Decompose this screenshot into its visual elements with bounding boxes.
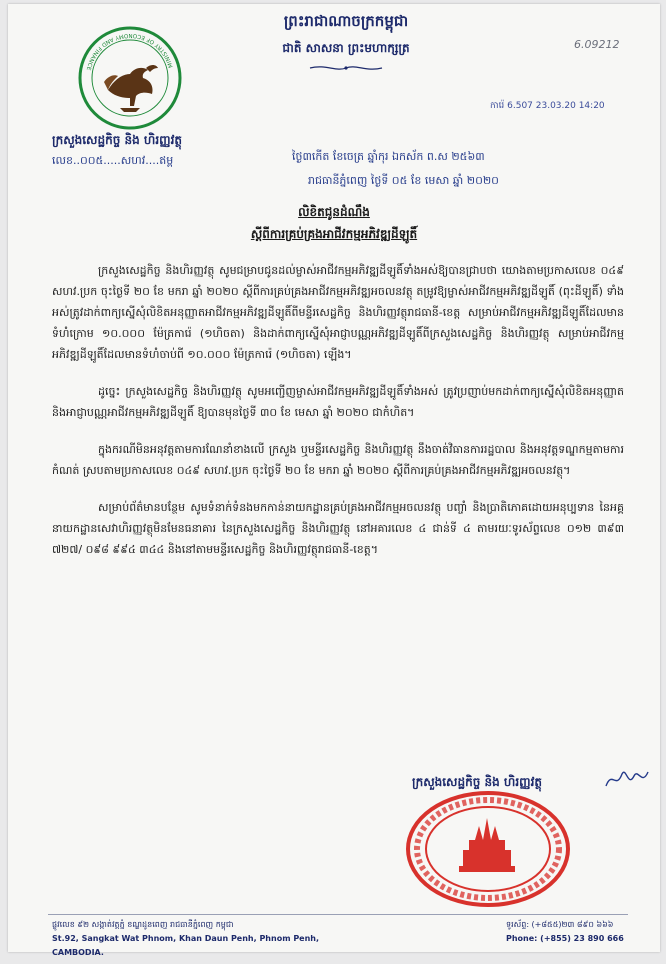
ministry-emblem-logo	[64, 22, 196, 134]
solar-date: រាជធានីភ្នំពេញ ថ្ងៃទី ០៥ ខែ មេសា ឆ្នាំ ២០២០	[308, 174, 499, 187]
letter-body	[52, 260, 624, 576]
national-motto: ជាតិ សាសនា ព្រះមហាក្សត្រ	[282, 41, 410, 55]
footer-divider	[48, 914, 628, 915]
handwritten-signature	[604, 764, 654, 794]
kingdom-header	[236, 12, 456, 77]
footer-address	[52, 918, 342, 960]
handwritten-code: 6.09212	[574, 38, 620, 51]
address-english: St.92, Sangkat Wat Phnom, Khan Daun Penh, Phnom Penh, CAMBODIA.	[52, 934, 320, 957]
letter-page	[8, 4, 660, 957]
official-seal-stamp	[403, 788, 573, 910]
ministry-name: ក្រសួងសេដ្ឋកិច្ច និង ហិរញ្ញវត្ថុ	[52, 133, 182, 147]
receipt-stamp: ការ៉េ 6.507 23.03.20 14:20	[490, 101, 605, 111]
body-paragraph: ដូច្នេះ ក្រសួងសេដ្ឋកិច្ច និងហិរញ្ញវត្ថុ សូមអញ្ជើញម្ចាស់អាជីវកម្មអភិវឌ្ឍដីឡូតិ៍ទាំងអស់ ត្រូវប្រញាប់មកដាក់ពាក្យស្នើសុំលិខិតអនុញ្ញាត និងអាជ្ញាបណ្ណអាជីវកម្មអភិវឌ្ឍដីឡូតិ៍ ឱ្យបានមុនថ្ងៃទី ៣០ ខែ មេសា ឆ្នាំ ២០២០ ជាកំហិត។	[52, 385, 624, 419]
lunar-date: ថ្ងៃ៣កើត ខែចេត្រ ឆ្នាំកុរ ឯកស័ក ព.ស ២៥៦៣	[292, 150, 485, 163]
reference-number: លេខ..០០៥.....សហវ....ឥម្ព	[52, 154, 174, 167]
ornament-divider-icon	[306, 63, 386, 73]
phone-khmer: ទូរស័ព្ទ: (+៨៥៥)២៣ ៨៩០ ៦៦៦	[506, 920, 614, 929]
subject-heading: ស្តីពីការគ្រប់គ្រងអាជីវកម្មអភិវឌ្ឍដីឡូតិ៍	[250, 227, 418, 241]
signatory-ministry: ក្រសួងសេដ្ឋកិច្ច និង ហិរញ្ញវត្ថុ	[412, 775, 542, 789]
document-type-heading: លិខិតជូនដំណឹង	[298, 205, 370, 219]
phone-english: Phone: (+855) 23 890 666	[506, 934, 624, 943]
address-khmer: ផ្លូវលេខ ៩២ សង្កាត់វត្តភ្នំ ខណ្ឌដូនពេញ រាជធានីភ្នំពេញ កម្ពុជា	[52, 920, 234, 929]
body-paragraph: ក្នុងករណីមិនអនុវត្តតាមការណែនាំខាងលើ ក្រសួង ឬមន្ទីរសេដ្ឋកិច្ច និងហិរញ្ញវត្ថុ នឹងចាត់វិធានការរដ្ឋបាល និងអនុវត្តទណ្ឌកម្មតាមការកំណត់ ស្របតាមប្រកាសលេខ ០៤៩ សហវ.ប្រក ចុះថ្ងៃទី ២០ ខែ មករា ឆ្នាំ ២០២០ ស្តីពីការគ្រប់គ្រងអាជីវកម្មអភិវឌ្ឍអចលនវត្ថុ។	[52, 443, 624, 477]
footer-phone	[506, 918, 656, 946]
body-paragraph: សម្រាប់ព័ត៌មានបន្ថែម សូមទំនាក់ទំនងមកកាន់នាយកដ្ឋានគ្រប់គ្រងអាជីវកម្មអចលនវត្ថុ បញ្ចាំ និងប្រាតិភោគដោយអនុប្បទាន នៃអគ្គនាយកដ្ឋានសេវាហិរញ្ញវត្ថុមិនមែនធនាគារ នៃក្រសួងសេដ្ឋកិច្ច និងហិរញ្ញវត្ថុ នៅអគារលេខ ៤ ជាន់ទី ៤ តាមរយៈទូរស័ព្ទលេខ ០១២ ៣៩៣ ៧២៧/ ០៩៨ ៩៩៤ ៣៤៤ និងនៅតាមមន្ទីរសេដ្ឋកិច្ច និងហិរញ្ញវត្ថុរាជធានី-ខេត្ត។	[52, 501, 624, 556]
body-paragraph: ក្រសួងសេដ្ឋកិច្ច និងហិរញ្ញវត្ថុ សូមជម្រាបជូនដល់ម្ចាស់អាជីវកម្មអភិវឌ្ឍដីឡូតិ៍ទាំងអស់ឱ្យបានជ្រាបថា យោងតាមប្រកាសលេខ ០៤៩ សហវ.ប្រក ចុះថ្ងៃទី ២០ ខែ មករា ឆ្នាំ ២០២០ ស្តីពីការគ្រប់គ្រងអាជីវកម្មអភិវឌ្ឍអចលនវត្ថុ តម្រូវឱ្យម្ចាស់អាជីវកម្មអភិវឌ្ឍដីឡូតិ៍ (ពុះដីឡូតិ៍) ទាំងអស់ត្រូវដាក់ពាក្យស្នើសុំលិខិតអនុញ្ញាតអាជីវកម្មអភិវឌ្ឍដីឡូតិ៍ពីមន្ទីរសេដ្ឋកិច្ច និងហិរញ្ញវត្ថុរាជធានី-ខេត្ត សម្រាប់អាជីវកម្មអភិវឌ្ឍដីឡូតិ៍ដែលមានទំហំក្រោម ១០.០០០ ម៉ែត្រការ៉េ (១ហិចតា) និងដាក់ពាក្យស្នើសុំអាជ្ញាបណ្ណអភិវឌ្ឍដីឡូតិ៍ពីក្រសួងសេដ្ឋកិច្ច និងហិរញ្ញវត្ថុ សម្រាប់អាជីវកម្មអភិវឌ្ឍដីឡូតិ៍ដែលមានទំហំចាប់ពី ១០.០០០ ម៉ែត្រការ៉េ (១ហិចតា) ឡើង។	[52, 264, 624, 361]
kingdom-name: ព្រះរាជាណាចក្រកម្ពុជា	[283, 12, 409, 30]
emblem-ring-text: MINISTRY OF ECONOMY AND FINANCE	[84, 31, 175, 72]
